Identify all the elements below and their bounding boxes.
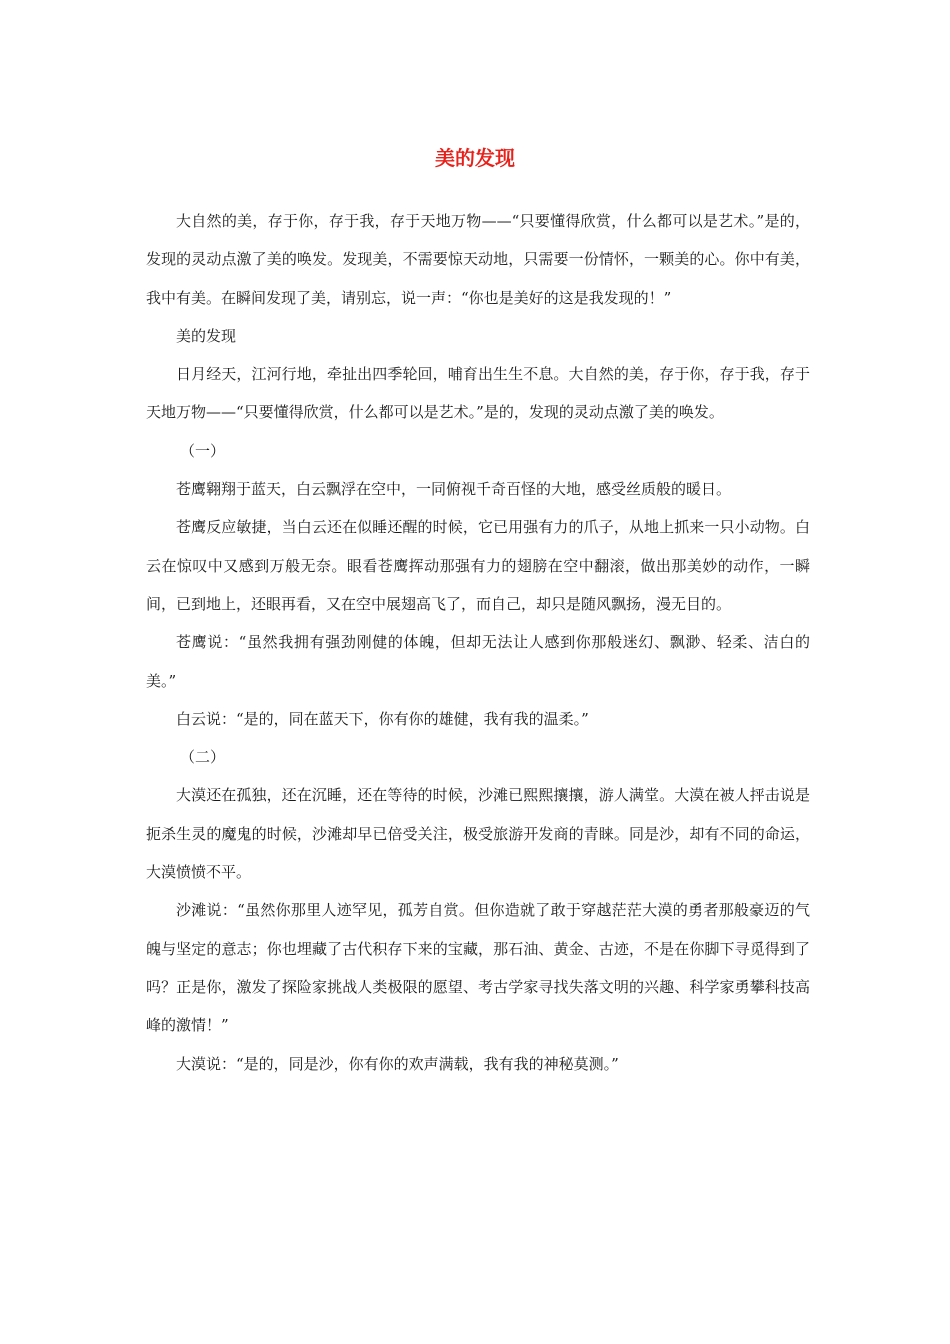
paragraph-beach-says: 沙滩说：“虽然你那里人迹罕见，孤芳自赏。但你造就了敢于穿越茫茫大漠的勇者那般豪迈的气魄与坚定的意志；你也埋藏了古代积存下来的宝藏，那石油、黄金、古迹，不是在你脚下寻觅得到了吗？正是你，激发了探险家挑战人类极限的愿望、考古学家寻找失落文明的兴趣、科学家勇攀科技高峰的激情！” [146, 901, 810, 1035]
document-body [146, 202, 810, 1083]
paragraph-desert-says: 大漠说：“是的，同是沙，你有你的欢声满载，我有我的神秘莫测。” [176, 1054, 619, 1073]
paragraph-cloud-says: 白云说：“是的，同在蓝天下，你有你的雄健，我有我的温柔。” [176, 709, 589, 728]
document-title: 美的发现 [435, 146, 515, 170]
part-two-marker: （二） [180, 748, 226, 767]
paragraph-desert-beach: 大漠还在孤独，还在沉睡，还在等待的时候，沙滩已熙熙攘攘，游人满堂。大漠在被人抨击说是扼杀生灵的魔鬼的时候，沙滩却早已倍受关注，极受旅游开发商的青睐。同是沙，却有不同的命运，大漠愤愤不平。 [146, 786, 810, 882]
paragraph-eagle-cloud: 苍鹰翱翔于蓝天，白云飘浮在空中，一同俯视千奇百怪的大地，感受丝质般的暖日。 [176, 480, 732, 499]
part-one-marker: （一） [180, 441, 226, 460]
intro-paragraph: 大自然的美，存于你，存于我，存于天地万物——“只要懂得欣赏，什么都可以是艺术。”是的，发现的灵动点激了美的唤发。发现美，不需要惊天动地，只需要一份情怀，一颗美的心。你中有美，我中有美。在瞬间发现了美，请别忘，说一声：“你也是美好的这是我发现的！” [146, 212, 810, 307]
section-heading: 美的发现 [176, 326, 237, 345]
opening-paragraph: 日月经天，江河行地，牵扯出四季轮回，哺育出生生不息。大自然的美，存于你，存于我，存于天地万物——“只要懂得欣赏，什么都可以是艺术。”是的，发现的灵动点激了美的唤发。 [146, 365, 810, 422]
paragraph-eagle-agile: 苍鹰反应敏捷，当白云还在似睡还醒的时候，它已用强有力的爪子，从地上抓来一只小动物。白云在惊叹中又感到万般无奈。眼看苍鹰挥动那强有力的翅膀在空中翻滚，做出那美妙的动作，一瞬间，已到地上，还眼再看，又在空中展翅高飞了，而自己，却只是随风飘扬，漫无目的。 [146, 518, 810, 613]
paragraph-eagle-says: 苍鹰说：“虽然我拥有强劲刚健的体魄，但却无法让人感到你那般迷幻、飘渺、轻柔、洁白的美。” [146, 633, 810, 690]
